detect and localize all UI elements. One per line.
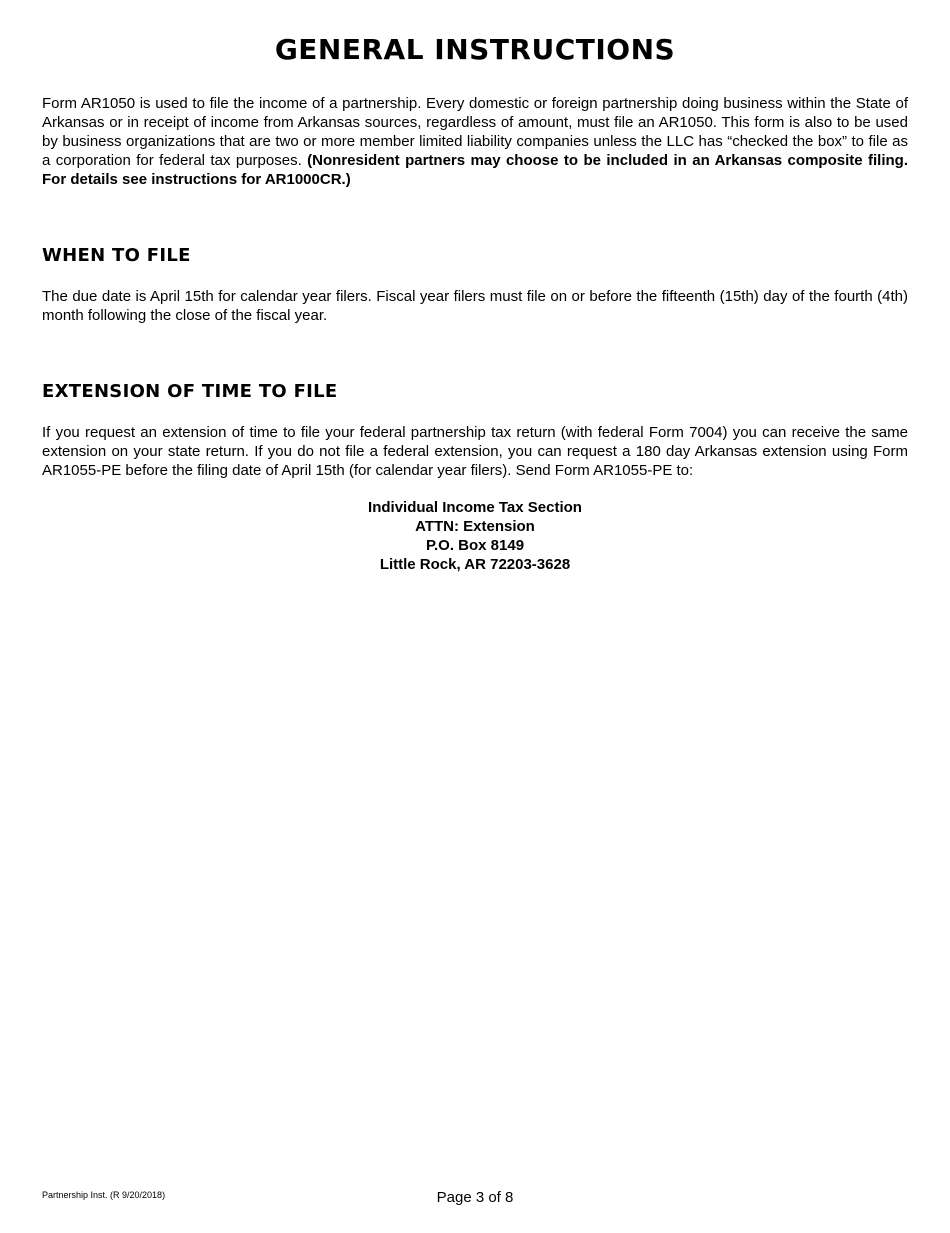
address-line-3: P.O. Box 8149 [425, 537, 525, 554]
intro-paragraph [42, 94, 908, 189]
address-line-2: ATTN: Extension [415, 518, 535, 535]
page-title: GENERAL INSTRUCTIONS [274, 33, 676, 66]
intro-text: Form AR1050 is used to file the income of a partnership. Every domestic or foreign partnership doing business within the State of Arkansas or in receipt of income from Arkansas sources, regardless of amount, must file an AR1050. This form is also to be used by business organizations that are two or more member limited liability companies unless the LLC has “checked the box” to file as a corporation for federal tax purposes. [42, 95, 908, 169]
intro-bold-text: (Nonresident partners may choose to be included in an Arkansas composite filing. For details see instructions for AR1000CR.) [42, 152, 908, 188]
extension-heading: EXTENSION OF TIME TO FILE [42, 381, 338, 402]
page-number: Page 3 of 8 [436, 1189, 514, 1206]
when-to-file-paragraph: The due date is April 15th for calendar year filers. Fiscal year filers must file on or before the fifteenth (15th) day of the fourth (4th) month following the close of the fiscal year. [42, 288, 908, 324]
extension-paragraph: If you request an extension of time to file your federal partnership tax return (with federal Form 7004) you can receive the same extension on your state return. If you do not file a federal extension, you can request a 180 day Arkansas extension using Form AR1055-PE before the filing date of April 15th (for calendar year filers). Send Form AR1055-PE to: [42, 424, 908, 479]
when-to-file-heading: WHEN TO FILE [42, 245, 191, 266]
address-line-1: Individual Income Tax Section [368, 499, 582, 516]
address-line-4: Little Rock, AR 72203-3628 [379, 556, 571, 573]
revision-note: Partnership Inst. (R 9/20/2018) [42, 1190, 166, 1200]
mailing-address [0, 498, 950, 574]
